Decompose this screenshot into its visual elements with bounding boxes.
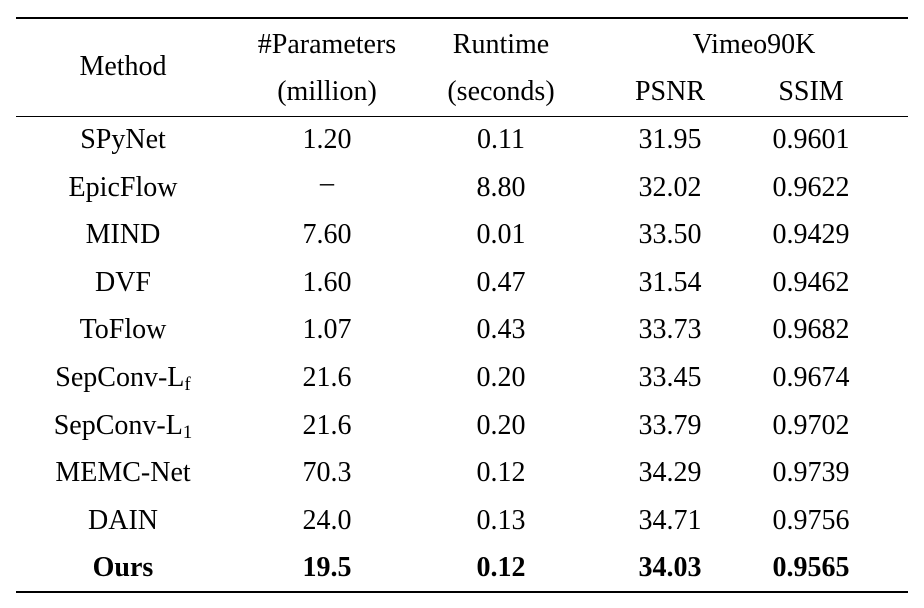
cell-psnr-text: 34.71 [638,504,702,536]
cell-method [93,554,154,582]
cell-ssim-text: 0.9682 [772,314,850,346]
cell-psnr [639,554,702,582]
cell-runtime [476,504,526,536]
cell-params [302,266,352,298]
cell-psnr [639,126,702,154]
cell-psnr-text: 34.03 [638,552,702,584]
cell-psnr-text: 31.54 [638,266,702,298]
cell-ssim [772,171,850,203]
header-runtime-line2: (seconds) [447,76,555,107]
cell-ssim-text: 0.9601 [772,124,850,155]
cell-runtime [476,409,526,441]
cell-method [53,409,193,443]
cell-ssim [773,221,850,249]
cell-ssim-text: 0.9462 [772,266,850,298]
cell-psnr [638,171,702,203]
cell-params [320,157,334,189]
cell-ssim-text: 0.9702 [772,409,850,441]
cell-method [80,126,166,154]
header-method: Method [79,51,167,82]
header-params-line2: (million) [277,76,377,107]
cell-ssim-text: 0.9565 [772,552,850,584]
cell-params-text: 21.6 [302,409,352,441]
cell-runtime-text: 0.47 [476,266,526,298]
header-runtime-line1: Runtime [452,29,550,60]
cell-method-text: MEMC-Net [55,457,191,489]
header-dataset: Vimeo90K [692,29,816,60]
cell-params-text: 24.0 [302,504,352,536]
cell-method-text: ToFlow [79,314,167,346]
cell-psnr-text: 33.73 [638,314,702,346]
cell-psnr [639,364,702,392]
cell-ssim-text: 0.9739 [772,457,850,489]
cell-method-text: DAIN [88,504,158,536]
cell-psnr [638,409,702,441]
cell-params-text: 7.60 [302,219,352,251]
cell-psnr-text: 32.02 [638,171,702,203]
cell-ssim [772,266,850,298]
cell-params-text: 19.5 [302,552,352,584]
cell-psnr-text: 33.45 [638,362,702,393]
cell-runtime-text: 0.20 [476,362,526,393]
top-rule [16,17,908,19]
cell-ssim [773,554,850,582]
cell-runtime [477,459,526,487]
cell-ssim [773,364,850,392]
cell-ssim [773,126,850,154]
cell-params-text: 1.20 [302,124,352,155]
header-rule [16,116,908,117]
cell-params [303,364,352,392]
cell-method [88,504,158,536]
cell-method [94,266,152,298]
cell-psnr [639,459,702,487]
cell-runtime [477,364,526,392]
cell-params [303,554,352,582]
cell-params-text: 1.60 [302,266,352,298]
method-subscript: 1 [182,421,193,443]
cell-method-text: MIND [85,219,161,251]
cell-params [303,459,352,487]
cell-ssim [772,409,850,441]
cell-params-text: 70.3 [302,457,352,489]
cell-ssim [773,459,850,487]
cell-runtime [476,171,526,203]
cell-runtime [477,126,525,154]
header-params-line1: #Parameters [257,29,397,60]
cell-runtime-text: 0.01 [476,219,526,251]
cell-psnr [638,266,702,298]
cell-method [55,459,190,487]
cell-method [86,221,161,249]
cell-ssim-text: 0.9674 [772,362,850,393]
cell-method [80,316,167,344]
cell-params [303,126,352,154]
cell-runtime-text: 8.80 [476,171,526,203]
cell-psnr [639,316,702,344]
cell-runtime-text: 0.20 [476,409,526,441]
cell-method-text: SepConv-L [55,362,185,393]
header-ssim: SSIM [778,76,844,107]
cell-runtime-text: 0.12 [476,552,526,584]
cell-ssim-text: 0.9756 [772,504,850,536]
cell-ssim [772,504,850,536]
cell-runtime [477,316,526,344]
cell-params-text: 21.6 [302,362,352,393]
cell-method [68,171,178,203]
cell-params [302,504,352,536]
cell-params [302,409,352,441]
cell-runtime [476,266,526,298]
method-subscript: f [184,374,191,395]
cell-method-text: SepConv-L [53,409,183,441]
cell-psnr-text: 33.79 [638,409,702,441]
cell-method-text: DVF [94,266,152,298]
cell-psnr [639,221,702,249]
header-psnr: PSNR [634,76,706,107]
cell-psnr-text: 33.50 [638,219,702,251]
cell-params-text: _ [320,157,334,189]
cell-params [303,316,352,344]
cell-ssim-text: 0.9622 [772,171,850,203]
cell-psnr [638,504,702,536]
cell-psnr-text: 31.95 [638,124,702,155]
cell-method-text: Ours [92,552,154,584]
cell-runtime-text: 0.13 [476,504,526,536]
cell-runtime-text: 0.12 [476,457,526,489]
cell-psnr-text: 34.29 [638,457,702,489]
cell-runtime-text: 0.43 [476,314,526,346]
cell-runtime-text: 0.11 [477,124,525,155]
cell-method [55,362,191,395]
cell-ssim-text: 0.9429 [772,219,850,251]
cell-method-text: EpicFlow [68,171,178,203]
cell-runtime [477,554,526,582]
cell-runtime [477,221,526,249]
bottom-rule [16,591,908,593]
cell-ssim [773,316,850,344]
cell-params [303,221,352,249]
cell-method-text: SPyNet [80,124,166,155]
cell-params-text: 1.07 [302,314,352,346]
